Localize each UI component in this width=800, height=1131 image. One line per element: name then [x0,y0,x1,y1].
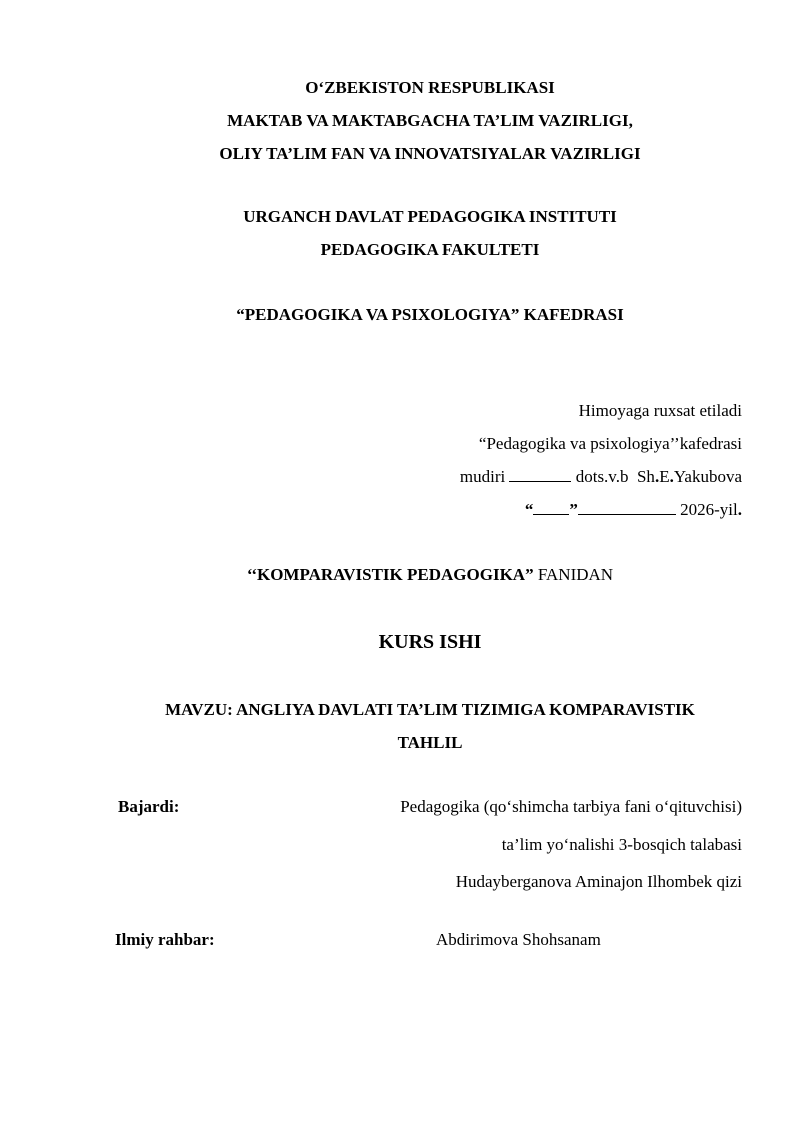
subject-suffix: FANIDAN [537,565,614,584]
date-close-quote: ” [569,500,578,519]
subject-name: ‘‘KOMPARAVISTIK PEDAGOGIKA” [246,565,534,584]
institute-name: URGANCH DAVLAT PEDAGOGIKA INSTITUTI [243,207,617,226]
performer-label: Bajardi: [118,797,180,816]
signature-blank [509,467,571,482]
approval-line-1: Himoyaga ruxsat etiladi [578,401,742,420]
approval-line-3 [460,467,742,487]
header-line-1: O‘ZBEKISTON RESPUBLIKASI [305,78,555,97]
supervisor-name: Abdirimova Shohsanam [436,930,601,949]
topic-line-1: MAVZU: ANGLIYA DAVLATI TA’LIM TIZIMIGA KOMPARAVISTIK [165,700,695,719]
header-line-2: MAKTAB VA MAKTABGACHA TA’LIM VAZIRLIGI, [227,111,633,130]
faculty-name: PEDAGOGIKA FAKULTETI [320,240,540,259]
performer-name: Hudayberganova Aminajon Ilhombek qizi [455,872,742,891]
month-blank [578,500,676,515]
subject-line [0,565,800,585]
supervisor-label: Ilmiy rahbar: [115,930,215,949]
approval-mudiri: mudiri [459,467,506,486]
header-line-3: OLIY TA’LIM FAN VA INNOVATSIYALAR VAZIRLIGI [219,144,641,163]
approval-year: 2026-yil [680,500,738,519]
approval-position: dots.v.b [575,467,629,486]
day-blank [533,500,569,515]
approval-line-2: “Pedagogika va psixologiya’’kafedrasi [478,434,742,453]
department-name: “PEDAGOGIKA VA PSIXOLOGIYA” KAFEDRASI [236,305,624,324]
approval-date-line: “ ” 2026-yil. [524,500,742,519]
approval-head-name: Sh.E.Yakubova [636,467,742,486]
document-type: KURS ISHI [378,631,482,653]
performer-line-1: Pedagogika (qo‘shimcha tarbiya fani o‘qituvchisi) [400,797,742,816]
topic-line-2: TAHLIL [397,733,463,752]
date-open-quote: “ [524,500,534,519]
performer-line-2: ta’lim yo‘nalishi 3-bosqich talabasi [501,835,742,854]
